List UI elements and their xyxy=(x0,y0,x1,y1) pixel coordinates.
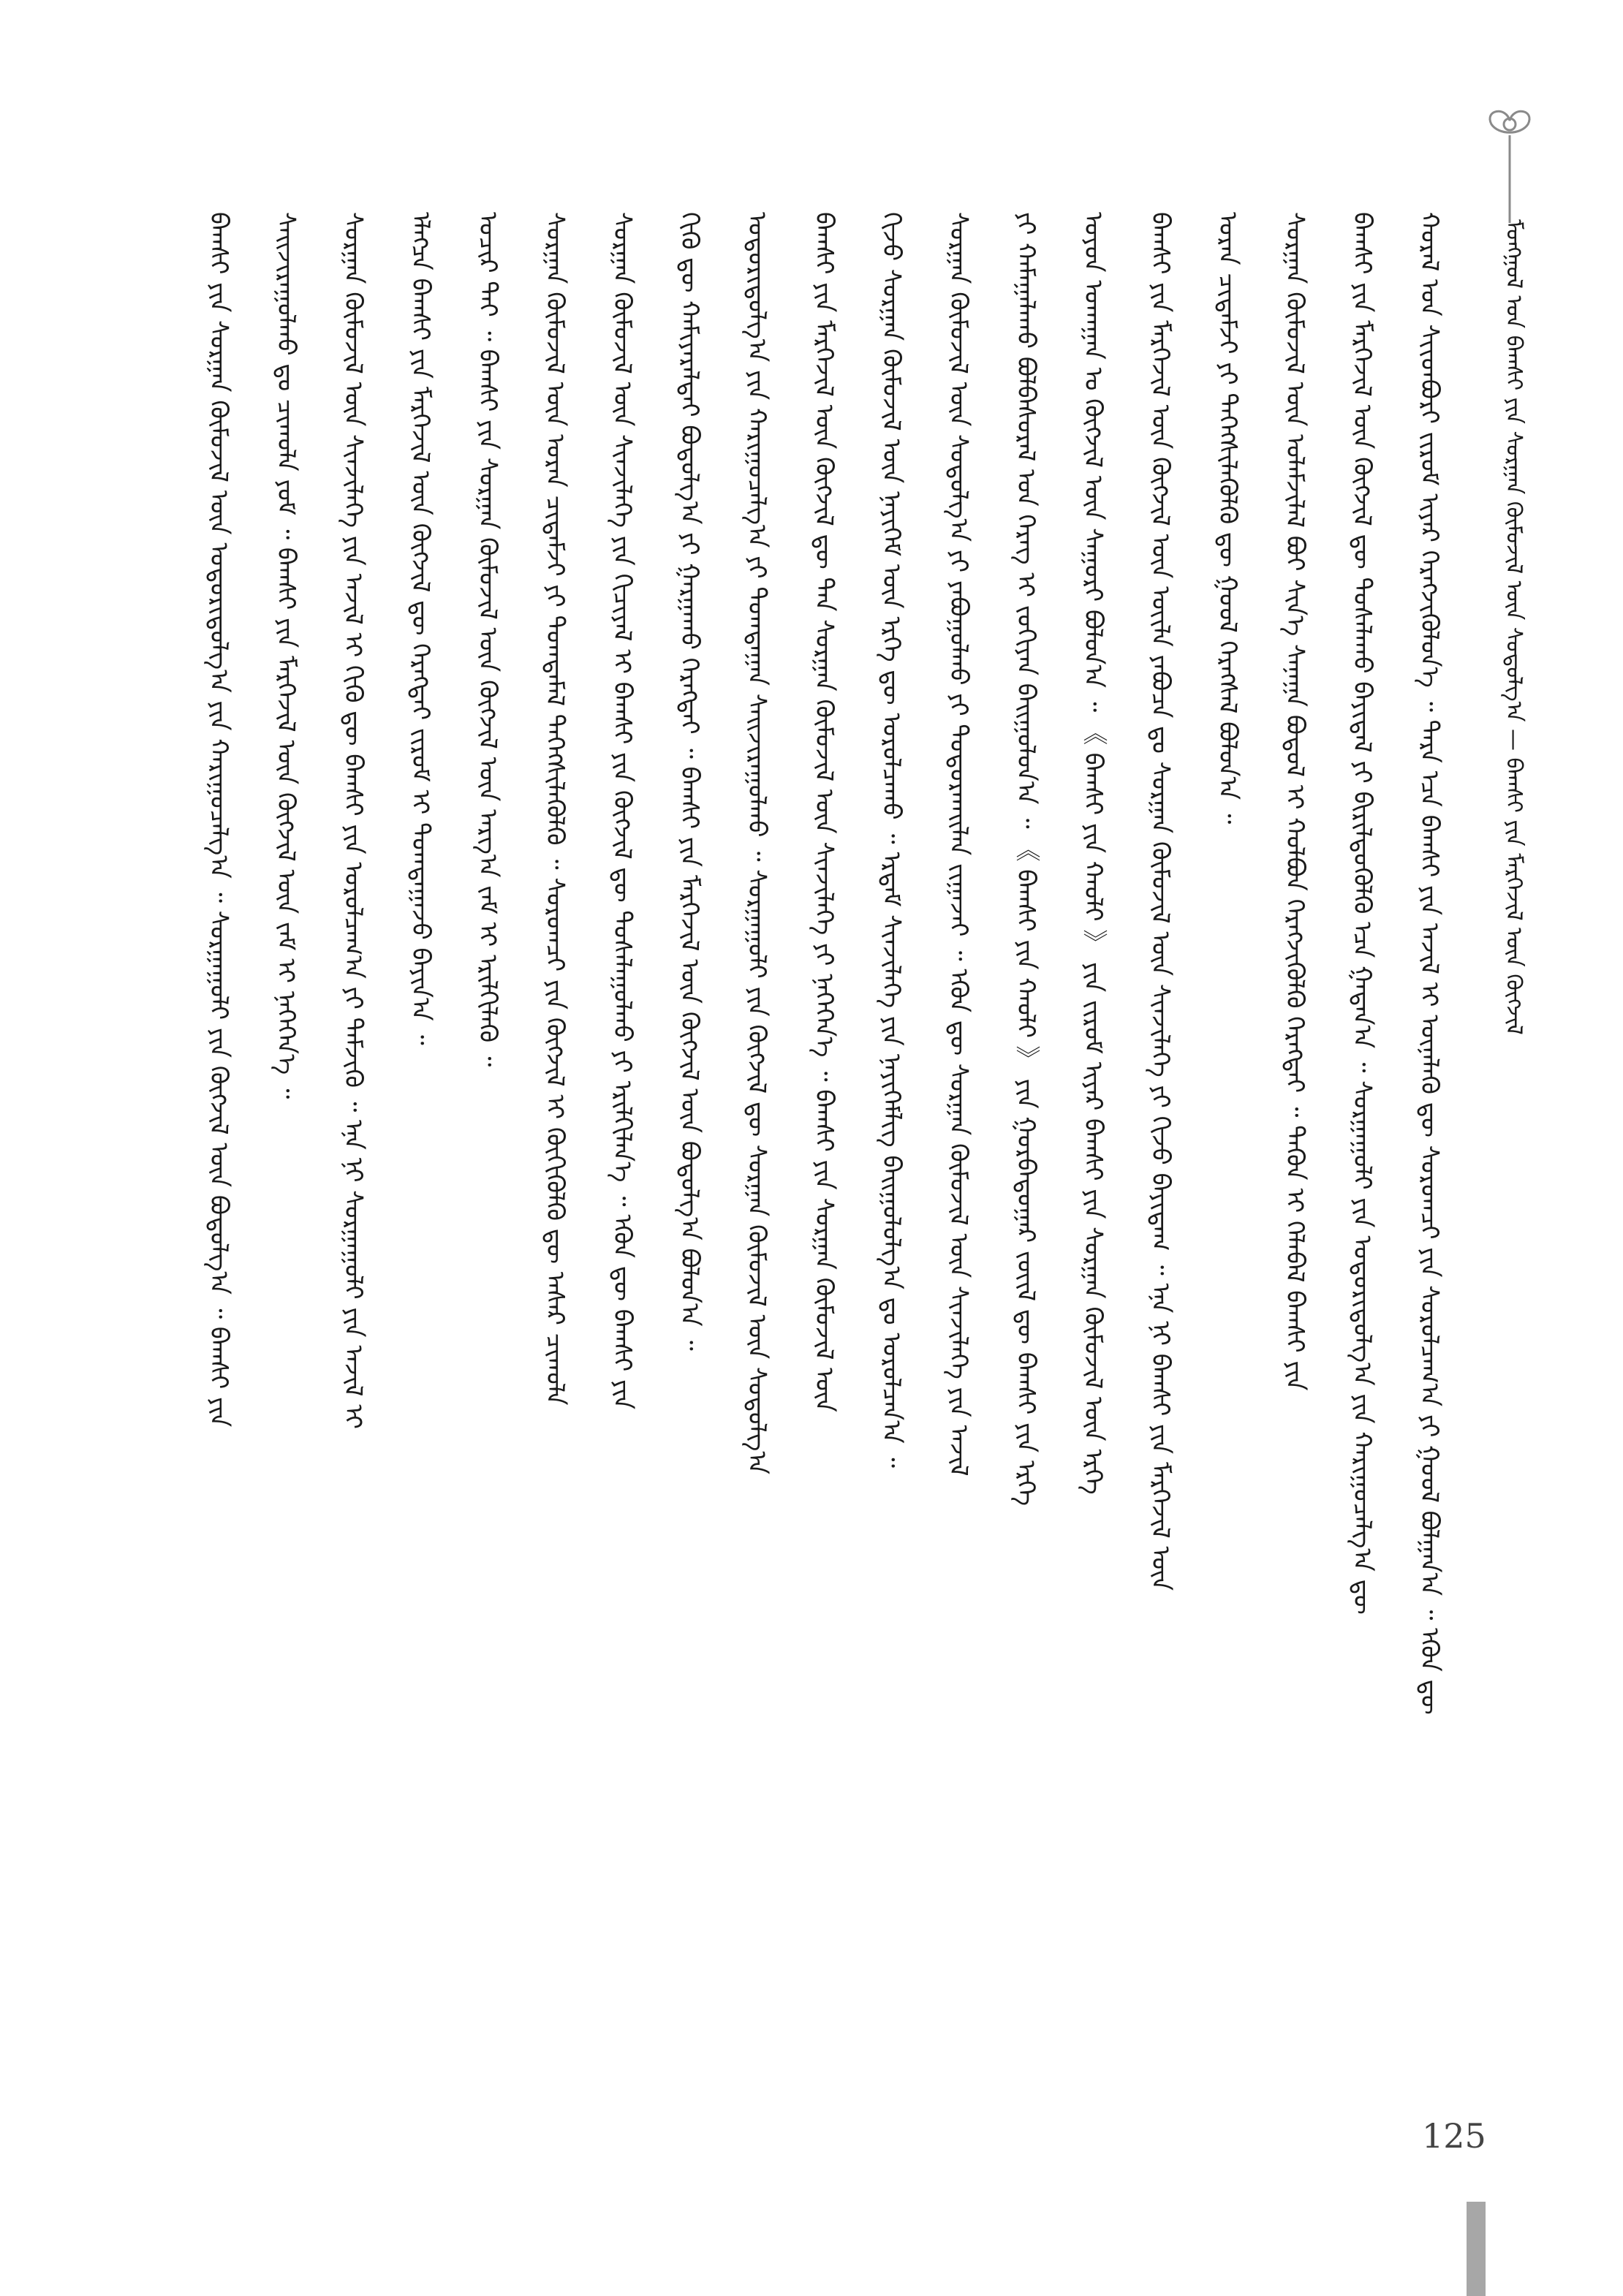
text-column: ᠡᠯᠡᠭᠴᠡ ᠪᠠᠭᠰᠢ ᠶᠢᠨ ᠮᠡᠷᠭᠡᠵᠢᠯ ᠦᠨ ᠬᠥᠭᠵᠢᠯ ᠳᠦ ᠬᠡᠷᠡᠭᠲᠡᠢ ᠵᠢᠷᠤᠮ ᠢ ᠲᠣᠭᠲᠠᠭᠠᠵᠤ ᠪᠠᠶᠢᠨ᠎ᠠ ᠃ xyxy=(406,212,435,1045)
running-head: ᠮᠣᠩᠭᠣᠯ ᠤᠨ ᠪᠠᠭᠰᠢ ᠶᠢᠨ ᠰᠤᠷᠭᠠᠨ ᠬᠦᠮᠦᠵᠢᠯ ᠦᠨ ᠰᠤᠳᠤᠯᠭ᠎ᠠ — ᠪᠠᠭᠰᠢ ᠶᠢᠨ ᠮᠡᠷᠭᠡᠵᠢᠯ ᠦᠨ ᠬᠥᠭᠵᠢᠯ xyxy=(1501,219,1526,1035)
text-column: ᠪᠠᠭᠰᠢ ᠶᠢᠨ ᠮᠡᠷᠭᠡᠵᠢᠯ ᠦᠨ ᠬᠥᠭᠵᠢᠯ ᠦᠨ ᠦᠢᠯᠡ ᠶᠠᠪᠤᠴᠠ ᠳᠤ ᠰᠤᠷᠭᠠᠨ ᠬᠦᠮᠦᠵᠢᠯ ᠦᠨ ᠰᠢᠨᠵᠢᠯᠡᠭᠡ ᠶᠢ ᠬᠢᠵᠦ ᠪᠠᠶᠢᠳᠠᠭ ᠃ ᠡᠨᠡ ᠨᠢ ᠪᠠᠭᠰᠢ ᠶᠢᠨ ᠮᠡᠷᠭᠡᠵᠢᠯ ᠦᠨ xyxy=(1146,212,1175,1591)
text-column: ᠪᠠᠭᠰᠢ ᠶᠢᠨ ᠰᠤᠷᠭᠠᠨ ᠬᠦᠮᠦᠵᠢᠯ ᠦᠨ ᠤᠳᠤᠷᠢᠳᠤᠯᠭ᠎ᠠ ᠶᠢᠨ ᠬᠠᠷᠢᠭᠤᠴᠠᠯᠭ᠎ᠠ ᠃ ᠰᠤᠷᠭᠠᠭᠤᠯᠢ ᠶᠢᠨ ᠬᠥᠭᠵᠢᠯ ᠦᠨ ᠪᠣᠳᠤᠯᠭ᠎ᠠ ᠃ ᠪᠠᠭᠰᠢ ᠶᠢᠨ xyxy=(204,212,233,1428)
text-column: ᠬᠢᠵᠦ ᠰᠤᠷᠭᠠᠨ ᠬᠦᠮᠦᠵᠢᠯ ᠦᠨ ᠨᠡᠶᠢᠭᠡᠮ ᠦᠨ ᠡᠷᠬᠡ ᠳᠦ ᠣᠷᠣᠯᠴᠠᠬᠤ ᠃ ᠡᠷᠳᠡᠮ ᠰᠢᠨᠵᠢᠯᠡᠭᠡ ᠶᠢᠨ ᠨᠡᠶᠢᠭᠡᠮᠯᠢᠭ ᠪᠠᠢᠭᠤᠯᠤᠯᠭ᠎ᠠ ᠳᠤ ᠣᠷᠣᠯᠴᠠᠨ᠎ᠠ ᠃ xyxy=(877,212,906,1468)
text-column: ᠬᠢᠬᠦ ᠳᠦ ᠬᠠᠮᠢᠶᠠᠷᠠᠯᠲᠠᠢ ᠪᠣᠳᠤᠯᠭ᠎ᠠ ᠶᠢ ᠭᠠᠷᠭᠠᠬᠤ ᠬᠡᠷᠡᠭᠲᠡᠢ ᠃ ᠪᠠᠭᠰᠢ ᠶᠢᠨ ᠮᠡᠷᠭᠡᠵᠢᠯ ᠦᠨ ᠬᠥᠭᠵᠢᠯ ᠦᠨ ᠪᠣᠳᠤᠯᠭ᠎ᠠ ᠪᠣᠯᠣᠨ᠎ᠠ ᠃ xyxy=(675,212,704,1351)
body-text xyxy=(175,212,1455,2091)
ornament-icon xyxy=(1477,102,1543,227)
text-column: ᠤᠷᠠᠨ ᠴᠢᠳᠠᠮᠵᠢ ᠶᠢ ᠳᠡᠭᠡᠭᠰᠢᠯᠡᠭᠦᠯᠬᠦ ᠳᠦ ᠭᠣᠣᠯ ᠬᠡᠷᠡᠭᠰᠡᠯ ᠪᠣᠯᠣᠨ᠎ᠠ ᠃ xyxy=(1213,212,1242,825)
text-column: ᠤᠳᠤᠷᠢᠳᠤᠯᠭ᠎ᠠ ᠶᠢᠨ ᠬᠠᠷᠢᠭᠤᠴᠠᠯᠭ᠎ᠠ ᠶᠢ ᠲᠣᠭᠲᠠᠭᠠᠨ ᠰᠠᠢᠵᠢᠷᠠᠭᠤᠯᠬᠤ ᠃ ᠰᠤᠷᠭᠠᠭᠤᠯᠢ ᠶᠢᠨ ᠬᠥᠭᠵᠢᠯ ᠳᠦ ᠰᠤᠷᠭᠠᠨ ᠬᠦᠮᠦᠵᠢᠯ ᠦᠨ ᠰᠤᠳᠤᠯᠭ᠎ᠠ xyxy=(742,212,771,1474)
page-number: 125 xyxy=(1422,2116,1486,2156)
text-column: ᠰᠤᠷᠭᠠᠨ ᠬᠦᠮᠦᠵᠢᠯ ᠦᠨ ᠰᠤᠳᠤᠯᠭ᠎ᠠ ᠶᠢ ᠶᠠᠪᠤᠭᠤᠯᠬᠤ ᠶᠢ ᠲᠣᠳᠤᠷᠬᠠᠢᠯᠠᠨ ᠵᠢᠭᠠᠵᠠᠢ ᠃ ᠡᠭᠦᠨ ᠳᠦ ᠰᠤᠷᠭᠠᠨ ᠬᠦᠮᠦᠵᠢᠯ ᠦᠨ ᠰᠢᠨᠵᠢᠯᠡᠭᠡ ᠶᠢᠨ ᠠᠵᠢᠯ xyxy=(944,212,973,1477)
text-column: ᠪᠠᠭᠰᠢ ᠶᠢᠨ ᠮᠡᠷᠭᠡᠵᠢᠯ ᠦᠨ ᠬᠥᠭᠵᠢᠯ ᠳᠦ ᠲᠠᠨ ᠰᠤᠷᠭᠠᠨ ᠬᠦᠮᠦᠵᠢᠯ ᠦᠨ ᠰᠢᠨᠵᠢᠯᠡᠭᠡ ᠶᠢ ᠨᠡᠭᠡᠭᠡᠨ᠎ᠡ ᠃ ᠪᠠᠭᠰᠢ ᠶᠢᠨ ᠰᠤᠷᠭᠠᠨ ᠬᠦᠮᠦᠵᠢᠯ ᠦᠨ xyxy=(809,212,839,1412)
text-column: ᠶᠢ ᠬᠠᠮᠠᠭᠠᠯᠠᠬᠤ ᠪᠣᠯᠪᠠᠰᠤᠷᠠᠯ ᠤᠨ ᠬᠡᠷᠡᠭ ᠢ ᠵᠣᠬᠢᠶᠠᠨ ᠪᠠᠢᠭᠤᠯᠤᠨ᠎ᠠ ᠃ 《 ᠪᠠᠭᠰᠢ ᠶᠢᠨ ᠬᠠᠤᠯᠢ 》 ᠶᠢᠨ ᠭᠤᠷᠪᠠᠳᠤᠭᠠᠷ ᠵᠦᠢᠯ ᠳᠦ ᠪᠠᠭᠰᠢ ᠶᠢᠨ ᠡᠷᠬᠡ xyxy=(1011,212,1040,1507)
text-column: ᠤᠴᠢᠷ ᠲᠠᠢ ᠃ ᠪᠠᠭᠰᠢ ᠶᠢᠨ ᠰᠤᠷᠭᠠᠨ ᠬᠦᠮᠦᠵᠢᠯ ᠦᠨ ᠬᠥᠭᠵᠢᠯ ᠦᠨ ᠠᠷᠭ᠎ᠠ ᠵᠠᠮ ᠢ ᠡᠷᠢᠯᠬᠢᠯᠡᠬᠦ ᠃ xyxy=(473,212,502,1067)
text-column: ᠰᠤᠷᠭᠠᠨ ᠬᠦᠮᠦᠵᠢᠯ ᠦᠨ ᠤᠯᠠᠮᠵᠢᠯᠠᠯ ᠪᠤᠢ ᠰᠢᠨ᠎ᠡ ᠰᠠᠨᠠᠭᠠ ᠪᠣᠳᠤᠯ ᠢ ᠬᠣᠯᠪᠣᠨ ᠬᠡᠷᠡᠭᠵᠢᠭᠦᠯᠬᠦ ᠬᠡᠷᠡᠭᠲᠡᠢ ᠃ ᠲᠡᠭᠦᠨ ᠢ ᠬᠡᠯᠡᠪᠡᠯ ᠪᠠᠭᠰᠢ ᠶᠢᠨ xyxy=(1280,212,1309,1391)
text-column: ᠰᠤᠷᠭᠠᠨ ᠬᠦᠮᠦᠵᠢᠯ ᠦᠨ ᠤᠷᠠᠨ ᠴᠢᠳᠠᠮᠵᠢ ᠶᠢ ᠲᠣᠭᠲᠠᠮᠠᠯ ᠳᠡᠭᠡᠭᠰᠢᠯᠡᠭᠦᠯᠬᠦ ᠃ ᠰᠤᠷᠤᠭᠴᠢ ᠶᠢᠨ ᠬᠥᠭᠵᠢᠯ ᠢ ᠬᠥᠬᠢᠭᠦᠯᠬᠦ ᠳᠦ ᠠᠰᠠᠷ ᠴᠢᠬᠤᠯᠠ xyxy=(540,212,570,1406)
text-column: ᠰᠤᠷᠭᠠᠨ ᠬᠦᠮᠦᠵᠢᠯ ᠦᠨ ᠰᠢᠨᠵᠢᠯᠡᠭᠡ ᠶᠢᠨ ᠬᠢᠴᠢᠶᠡᠯ ᠢ ᠪᠠᠭᠰᠢ ᠶᠢᠨ ᠬᠥᠭᠵᠢᠯ ᠳᠦ ᠲᠤᠰᠠᠯᠠᠭᠤᠯᠬᠤ ᠶᠢ ᠡᠷᠢᠯᠬᠢᠯᠡᠨ᠎ᠡ ᠃ ᠡᠭᠦᠨ ᠳᠦ ᠪᠠᠭᠰᠢ ᠶᠢᠨ xyxy=(608,212,637,1410)
text-column: ᠪᠠᠭᠰᠢ ᠶᠢᠨ ᠮᠡᠷᠭᠡᠵᠢᠯ ᠦᠨ ᠬᠥᠭᠵᠢᠯ ᠳᠦ ᠲᠤᠰᠠᠯᠠᠬᠤ ᠪᠠᠶᠢᠳᠠᠯ ᠶᠢ ᠪᠢᠷᠢᠯᠳᠦᠭᠦᠯᠬᠦ ᠡᠴᠡ ᠭᠠᠳᠠᠨ᠎ᠠ ᠃ ᠰᠤᠷᠭᠠᠭᠤᠯᠢ ᠶᠢᠨ ᠤᠳᠤᠷᠢᠳᠤᠯᠭ᠎ᠠ ᠶᠢᠨ ᠬᠠᠷᠢᠭᠤᠴᠠᠯᠭ᠎ᠠ ᠳᠦ xyxy=(1347,212,1377,1615)
page-edge-tab xyxy=(1467,2202,1486,2296)
text-column: ᠰᠤᠷᠭᠠᠨ ᠬᠦᠮᠦᠵᠢᠯ ᠦᠨ ᠰᠢᠨᠵᠢᠯᠡᠭᠡ ᠶᠢᠨ ᠠᠵᠢᠯ ᠢ ᠬᠢᠬᠦ ᠳᠦ ᠪᠠᠭᠰᠢ ᠶᠢᠨ ᠣᠷᠣᠯᠴᠠᠭ᠎ᠠ ᠶᠢ ᠳᠡᠮᠵᠢᠬᠦ ᠃ ᠡᠨᠡ ᠨᠢ ᠰᠤᠷᠭᠠᠭᠤᠯᠢ ᠶᠢᠨ ᠠᠵᠢᠯ ᠢ xyxy=(338,212,368,1429)
text-column: ᠬᠤᠷᠠᠯ ᠤᠨ ᠰᠢᠢᠳᠪᠦᠷᠢ ᠵᠢᠷᠤᠮ ᠢᠶᠠᠷ ᠬᠡᠷᠡᠭᠵᠢᠭᠦᠯᠦᠨ᠎ᠡ ᠃ ᠲᠡᠷᠡ ᠡᠴᠡ ᠪᠠᠭᠰᠢ ᠶᠢᠨ ᠠᠵᠢᠯ ᠢ ᠦᠨᠡᠯᠡᠬᠦ ᠳᠦ ᠰᠤᠷᠤᠭᠴᠢ ᠶᠢᠨ ᠰᠤᠷᠤᠯᠴᠠᠭ᠎ᠠ ᠶᠢ ᠭᠤᠤᠯ ᠪᠣᠯᠭᠠᠨ᠎ᠠ ᠃ ᠡᠭᠦᠨ ᠳᠦ xyxy=(1415,212,1444,1715)
text-column: ᠰᠠᠢᠵᠢᠷᠠᠭᠤᠯᠬᠤ ᠳᠤ ᠴᠢᠬᠤᠯᠠ ᠶᠤᠮ ᠃ ᠪᠠᠭᠰᠢ ᠶᠢᠨ ᠮᠡᠷᠭᠡᠵᠢᠯ ᠦᠨ ᠬᠥᠭᠵᠢᠯ ᠦᠨ ᠵᠠᠮ ᠢ ᠨᠡᠭᠡᠭᠡᠨ᠎ᠡ ᠃ xyxy=(271,212,300,1099)
text-column: ᠣᠶᠤᠨ ᠤᠬᠠᠭᠠᠨ ᠤ ᠬᠥᠭᠵᠢᠯ ᠦᠨ ᠰᠠᠭᠤᠷᠢ ᠪᠣᠯᠤᠨ᠎ᠠ ᠃ 《 ᠪᠠᠭᠰᠢ ᠶᠢᠨ ᠬᠠᠤᠯᠢ 》 ᠶᠢᠨ ᠵᠢᠷᠤᠮ ᠢᠶᠠᠷ ᠪᠠᠭᠰᠢ ᠶᠢᠨ ᠰᠤᠷᠭᠠᠨ ᠬᠦᠮᠦᠵᠢᠯ ᠦᠨ ᠡᠷᠬᠡ xyxy=(1078,212,1108,1495)
